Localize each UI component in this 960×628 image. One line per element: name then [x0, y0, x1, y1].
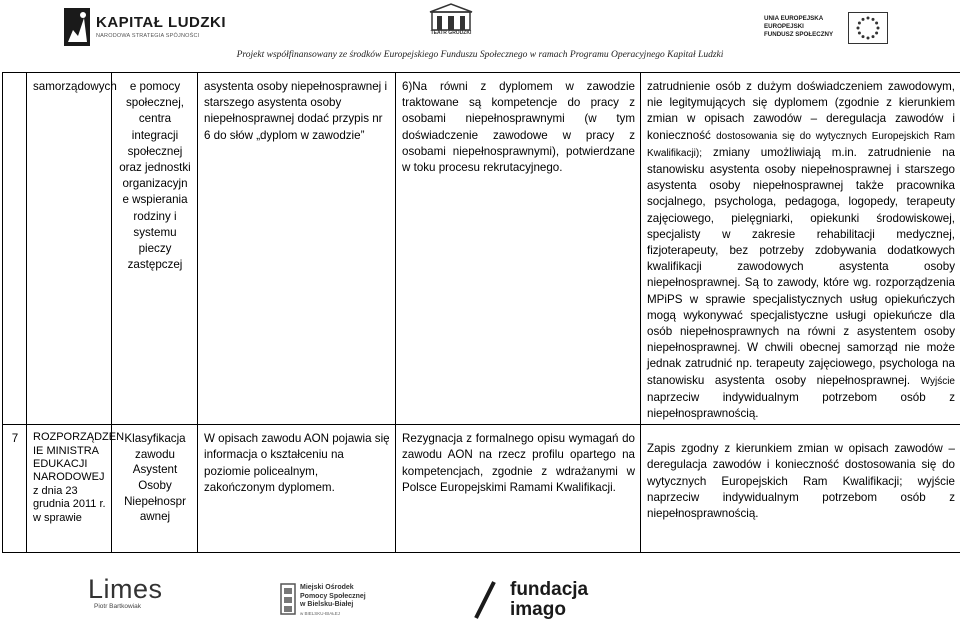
mops-emblem-icon — [280, 582, 296, 616]
teatr-building-icon — [424, 2, 478, 32]
proposed-change-cell: Rezygnacja z formalnego opisu wymagań do zawodu AON na rzecz profilu opartego na kompetencjach, zgodnie z wdrażanymi w Polsce Europejskimi Ramami Kwalifikacji. — [396, 425, 641, 553]
act-cell: ROZPORZĄDZEN IE MINISTRA EDUKACJI NARODOWEJ z dnia 23 grudnia 2011 r. w sprawie — [27, 425, 112, 553]
eu-flag-icon — [848, 12, 888, 44]
limes-logo — [88, 574, 163, 610]
justification-text: Zapis zgodny z kierunkiem zmian w opisach zawodów – deregulacja zawodów i konieczność dostosowania się do wytycznych Europejskich Ram Kwalifikacji; wyjście naprzeciw indywidualnym potrzebom osób z niepełnosprawnością. — [647, 442, 955, 521]
page-header — [0, 0, 960, 62]
cell-spacer — [647, 431, 955, 441]
fundacja-line2: imago — [510, 599, 566, 620]
eu-text-line1: UNIA EUROPEJSKA — [764, 15, 824, 22]
mops-text — [300, 584, 366, 610]
limes-title: Limes — [88, 574, 163, 604]
row-number-cell — [3, 73, 27, 425]
row-number-cell: 7 — [3, 425, 27, 553]
justification-cell — [641, 425, 960, 553]
fundacja-imago-logo — [470, 578, 600, 622]
justification-text-small: dostosowania się do wytycznych Europejskich Ram Kwalifikacji); — [647, 130, 955, 159]
content-table — [2, 72, 960, 553]
table-row — [3, 425, 960, 553]
limes-subtitle: Piotr Bartkowiak — [94, 603, 141, 610]
eu-text — [764, 15, 833, 39]
fundacja-imago-text — [510, 580, 588, 620]
kapital-ludzki-emblem-icon — [64, 8, 90, 46]
fundacja-line1: fundacja — [510, 579, 589, 600]
justification-cell — [641, 73, 960, 425]
unit-cell: e pomocy społecznej, centra integracji społecznej oraz jednostki organizacyjn e wspierania rodziny i systemu pieczy zastępczej — [112, 73, 198, 425]
kapital-ludzki-logo — [64, 6, 227, 50]
proposed-change-cell: 6)Na równi z dyplomem w zawodzie traktowane są kompetencje do pracy z osobami niepełnosprawnymi (w tym doświadczenie zawodowe w pracy z osobami niepełnosprawnymi), potwierdzane w toku procesu rekrutacyjnego. — [396, 73, 641, 425]
kapital-ludzki-subtitle: NARODOWA STRATEGIA SPÓJNOŚCI — [96, 33, 200, 39]
justification-text-c: naprzeciw indywidualnym potrzebom osób z niepełnosprawnością. — [647, 390, 955, 421]
act-cell: samorządowych — [27, 73, 112, 425]
justification-text-small2: Wyjście — [920, 375, 955, 387]
mops-line2: Pomocy Społecznej — [300, 592, 366, 600]
current-provision-cell: asystenta osoby niepełnosprawnej i starszego asystenta osoby niepełnosprawnej dodać przypis nr 6 do słów „dyplom w zawodzie” — [198, 73, 396, 425]
justification-text-b: zmiany umożliwiają m.in. zatrudnienie na stanowisku asystenta osoby niepełnosprawnej i starszego asystenta osoby niepełnosprawnej także pracownika socjalnego, psychologa, pedagoga, logopedy, terapeuty zajęciowego, pielęgniarki, opiekunki środowiskowej, specjalisty w zakresie rehabilitacji medycznej, fizjoterapeuty, bez potrzeby zdobywania dodatkowych kwalifikacji zawodowych asystenta osoby niepełnosprawnej. Są to zawody, które wg. rozporządzenia MPiPS w sprawie specjalistycznych usług opiekuńczych mogą wykonywać specjalistyczne usługi opiekuńcze dla osób niepełnosprawnych na równi z asystentem osoby niepełnosprawnej. W chwili obecnej samorząd nie może jednak zatrudnić np. terapeuty zajęciowego, psychologa na stanowisku asystenta osoby niepełnosprawnej. — [647, 145, 955, 387]
teatr-grodzki-logo — [424, 2, 478, 42]
mops-logo — [280, 582, 380, 622]
eu-logo — [764, 10, 864, 46]
teatr-grodzki-label: TEATR GRODZKI — [430, 30, 472, 36]
current-provision-cell: W opisach zawodu AON pojawia się informacja o kształceniu na poziomie policealnym, zakończonym dyplomem. — [198, 425, 396, 553]
project-funding-line: Projekt współfinansowany ze środków Europejskiego Funduszu Społecznego w ramach Programu Operacyjnego Kapitał Ludzki — [236, 50, 724, 60]
justification-text-a: zatrudnienie osób z dużym doświadczeniem zawodowym, nie legitymujących się dyplomem (zgodnie z kierunkiem zmian w opisach zawodów – deregulacja zawodów i konieczność — [647, 80, 955, 142]
table-row — [3, 73, 960, 425]
kapital-ludzki-title: KAPITAŁ LUDZKI — [96, 14, 227, 31]
eu-text-line2: EUROPEJSKI — [764, 23, 804, 30]
mops-line1: Miejski Ośrodek — [300, 584, 354, 591]
mops-line3: w Bielsku-Białej — [300, 601, 354, 608]
eu-text-line3: FUNDUSZ SPOŁECZNY — [764, 31, 834, 38]
unit-cell: Klasyfikacja zawodu Asystent Osoby Niepełnospr awnej — [112, 425, 198, 553]
mops-city: w BIELSKU-BIAŁEJ — [300, 611, 341, 616]
slash-mark-icon — [470, 580, 500, 620]
